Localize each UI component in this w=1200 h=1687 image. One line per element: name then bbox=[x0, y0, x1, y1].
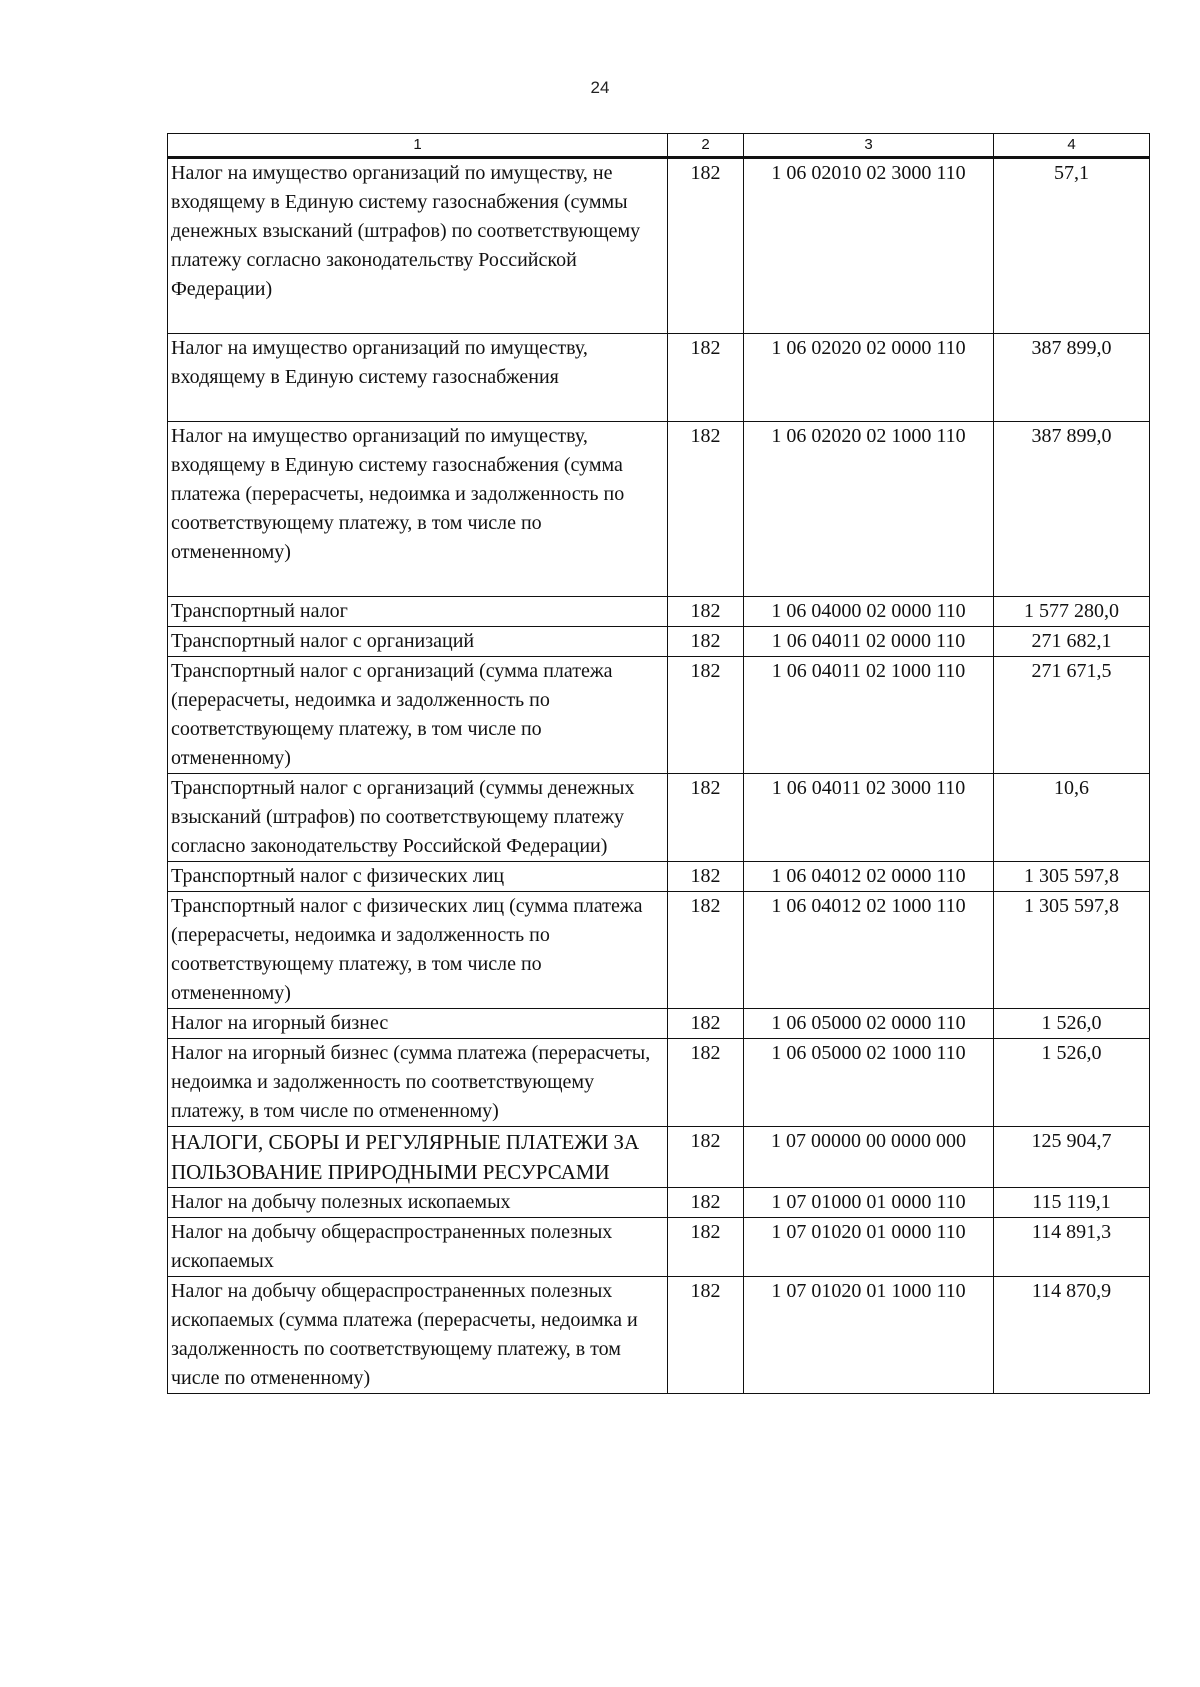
row-amount-cell: 1 577 280,0 bbox=[994, 597, 1150, 627]
row-budget-code-cell: 1 06 02020 02 0000 110 bbox=[744, 334, 994, 422]
table-header bbox=[168, 134, 1150, 158]
row-amount-cell: 115 119,1 bbox=[994, 1188, 1150, 1218]
header-col-3: 3 bbox=[744, 134, 994, 158]
row-budget-code-cell: 1 06 04012 02 1000 110 bbox=[744, 892, 994, 1009]
row-name-cell: Налог на добычу полезных ископаемых bbox=[168, 1188, 668, 1218]
row-amount-cell: 271 671,5 bbox=[994, 657, 1150, 774]
row-amount-cell: 1 305 597,8 bbox=[994, 892, 1150, 1009]
table-row bbox=[168, 334, 1150, 422]
row-name-cell: Налог на добычу общераспространенных полезных ископаемых (сумма платежа (перерасчеты, недоимка и задолженность по соответствующему платежу, в том числе по отмененному) bbox=[168, 1277, 668, 1394]
row-budget-code-cell: 1 07 01000 01 0000 110 bbox=[744, 1188, 994, 1218]
row-admin-code-cell: 182 bbox=[668, 1039, 744, 1127]
header-col-1: 1 bbox=[168, 134, 668, 158]
row-name-cell: Налог на игорный бизнес (сумма платежа (перерасчеты, недоимка и задолженность по соответствующему платежу, в том числе по отмененному) bbox=[168, 1039, 668, 1127]
table-row bbox=[168, 1127, 1150, 1188]
row-name-cell: Налог на имущество организаций по имуществу, не входящему в Единую систему газоснабжения (суммы денежных взысканий (штрафов) по соответствующему платежу согласно законодательству Российской Федерации) bbox=[168, 158, 668, 334]
row-amount-cell: 125 904,7 bbox=[994, 1127, 1150, 1188]
row-admin-code-cell: 182 bbox=[668, 892, 744, 1009]
row-name-cell: Транспортный налог с организаций bbox=[168, 627, 668, 657]
row-name-cell: Налог на имущество организаций по имуществу, входящему в Единую систему газоснабжения bbox=[168, 334, 668, 422]
row-amount-cell: 1 526,0 bbox=[994, 1039, 1150, 1127]
table-row bbox=[168, 1039, 1150, 1127]
row-budget-code-cell: 1 06 02010 02 3000 110 bbox=[744, 158, 994, 334]
row-admin-code-cell: 182 bbox=[668, 657, 744, 774]
table-header-row bbox=[168, 134, 1150, 158]
row-amount-cell: 57,1 bbox=[994, 158, 1150, 334]
row-budget-code-cell: 1 07 00000 00 0000 000 bbox=[744, 1127, 994, 1188]
page-number: 24 bbox=[590, 78, 610, 97]
row-name-cell: Налог на добычу общераспространенных полезных ископаемых bbox=[168, 1218, 668, 1277]
row-amount-cell: 114 870,9 bbox=[994, 1277, 1150, 1394]
row-amount-cell: 1 526,0 bbox=[994, 1009, 1150, 1039]
row-admin-code-cell: 182 bbox=[668, 158, 744, 334]
row-admin-code-cell: 182 bbox=[668, 1127, 744, 1188]
row-amount-cell: 10,6 bbox=[994, 774, 1150, 862]
row-budget-code-cell: 1 06 04011 02 1000 110 bbox=[744, 657, 994, 774]
row-amount-cell: 387 899,0 bbox=[994, 422, 1150, 597]
row-budget-code-cell: 1 06 05000 02 1000 110 bbox=[744, 1039, 994, 1127]
table-row bbox=[168, 1277, 1150, 1394]
row-admin-code-cell: 182 bbox=[668, 862, 744, 892]
row-name-cell: Транспортный налог с физических лиц bbox=[168, 862, 668, 892]
table-row bbox=[168, 158, 1150, 334]
row-budget-code-cell: 1 06 04011 02 0000 110 bbox=[744, 627, 994, 657]
row-amount-cell: 271 682,1 bbox=[994, 627, 1150, 657]
row-amount-cell: 387 899,0 bbox=[994, 334, 1150, 422]
row-name-cell: НАЛОГИ, СБОРЫ И РЕГУЛЯРНЫЕ ПЛАТЕЖИ ЗА ПОЛЬЗОВАНИЕ ПРИРОДНЫМИ РЕСУРСАМИ bbox=[168, 1127, 668, 1188]
row-admin-code-cell: 182 bbox=[668, 774, 744, 862]
header-col-4: 4 bbox=[994, 134, 1150, 158]
table-row bbox=[168, 422, 1150, 597]
table-row bbox=[168, 862, 1150, 892]
row-budget-code-cell: 1 07 01020 01 1000 110 bbox=[744, 1277, 994, 1394]
table-row bbox=[168, 1188, 1150, 1218]
table-row bbox=[168, 774, 1150, 862]
row-admin-code-cell: 182 bbox=[668, 1009, 744, 1039]
row-name-cell: Транспортный налог bbox=[168, 597, 668, 627]
table-row bbox=[168, 657, 1150, 774]
table-row bbox=[168, 1218, 1150, 1277]
row-admin-code-cell: 182 bbox=[668, 1218, 744, 1277]
table-row bbox=[168, 597, 1150, 627]
table-row bbox=[168, 1009, 1150, 1039]
row-budget-code-cell: 1 06 04000 02 0000 110 bbox=[744, 597, 994, 627]
row-admin-code-cell: 182 bbox=[668, 1277, 744, 1394]
row-budget-code-cell: 1 06 04011 02 3000 110 bbox=[744, 774, 994, 862]
row-admin-code-cell: 182 bbox=[668, 334, 744, 422]
row-name-cell: Налог на имущество организаций по имуществу, входящему в Единую систему газоснабжения (сумма платежа (перерасчеты, недоимка и задолженность по соответствующему платежу, в том числе по отмененному) bbox=[168, 422, 668, 597]
row-name-cell: Транспортный налог с организаций (сумма платежа (перерасчеты, недоимка и задолженность по соответствующему платежу, в том числе по отмененному) bbox=[168, 657, 668, 774]
row-budget-code-cell: 1 06 04012 02 0000 110 bbox=[744, 862, 994, 892]
row-admin-code-cell: 182 bbox=[668, 1188, 744, 1218]
revenue-table bbox=[167, 133, 1150, 1394]
row-budget-code-cell: 1 06 05000 02 0000 110 bbox=[744, 1009, 994, 1039]
header-col-2: 2 bbox=[668, 134, 744, 158]
row-name-cell: Транспортный налог с физических лиц (сумма платежа (перерасчеты, недоимка и задолженность по соответствующему платежу, в том числе по отмененному) bbox=[168, 892, 668, 1009]
row-admin-code-cell: 182 bbox=[668, 627, 744, 657]
table-row bbox=[168, 892, 1150, 1009]
row-admin-code-cell: 182 bbox=[668, 422, 744, 597]
row-amount-cell: 1 305 597,8 bbox=[994, 862, 1150, 892]
table-body bbox=[168, 158, 1150, 1394]
row-budget-code-cell: 1 07 01020 01 0000 110 bbox=[744, 1218, 994, 1277]
row-name-cell: Транспортный налог с организаций (суммы денежных взысканий (штрафов) по соответствующему платежу согласно законодательству Российской Федерации) bbox=[168, 774, 668, 862]
row-amount-cell: 114 891,3 bbox=[994, 1218, 1150, 1277]
row-admin-code-cell: 182 bbox=[668, 597, 744, 627]
table-row bbox=[168, 627, 1150, 657]
row-name-cell: Налог на игорный бизнес bbox=[168, 1009, 668, 1039]
row-budget-code-cell: 1 06 02020 02 1000 110 bbox=[744, 422, 994, 597]
